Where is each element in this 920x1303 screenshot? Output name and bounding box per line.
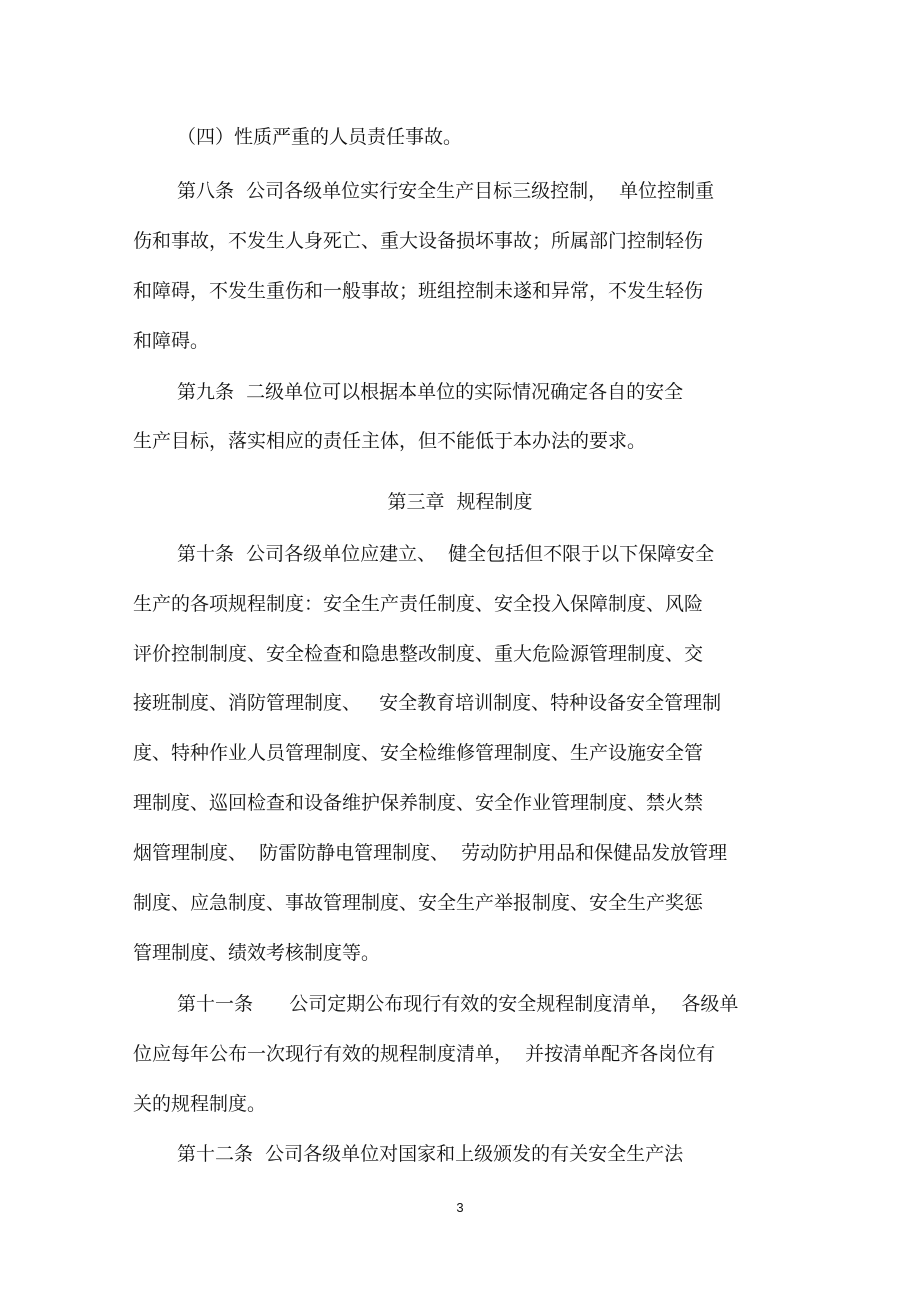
text-line: 位应每年公布一次现行有效的规程制度清单， 并按清单配齐各岗位有	[133, 1043, 716, 1065]
text-line: 和障碍。	[133, 330, 210, 352]
text-line: 生产的各项规程制度：安全生产责任制度、安全投入保障制度、风险	[133, 593, 704, 615]
text-line: 管理制度、绩效考核制度等。	[133, 942, 381, 964]
text-line: 第八条 公司各级单位实行安全生产目标三级控制， 单位控制重	[177, 180, 715, 202]
page-number: 3	[456, 1200, 464, 1215]
text-line: 制度、应急制度、事故管理制度、安全生产举报制度、安全生产奖惩	[133, 892, 704, 914]
text-line: 接班制度、消防管理制度、 安全教育培训制度、特种设备安全管理制	[133, 692, 722, 714]
text-line: 理制度、巡回检查和设备维护保养制度、安全作业管理制度、禁火禁	[133, 792, 704, 814]
text-line: 伤和事故，不发生人身死亡、重大设备损坏事故；所属部门控制轻伤	[133, 230, 704, 252]
text-line: 第十二条 公司各级单位对国家和上级颁发的有关安全生产法	[177, 1143, 684, 1165]
text-line: 关的规程制度。	[133, 1093, 267, 1115]
text-line: （四）性质严重的人员责任事故。	[177, 126, 463, 148]
text-line: 第十一条 公司定期公布现行有效的安全规程制度清单， 各级单	[177, 993, 739, 1015]
text-line: 评价控制制度、安全检查和隐患整改制度、重大危险源管理制度、交	[133, 643, 704, 665]
text-line: 和障碍，不发生重伤和一般事故；班组控制未遂和异常，不发生轻伤	[133, 280, 704, 302]
text-line: 度、特种作业人员管理制度、安全检维修管理制度、生产设施安全管	[133, 742, 704, 764]
text-line: 第九条 二级单位可以根据本单位的实际情况确定各自的安全	[177, 381, 684, 403]
chapter-heading: 第三章 规程制度	[387, 491, 533, 513]
text-line: 烟管理制度、 防雷防静电管理制度、 劳动防护用品和保健品发放管理	[133, 842, 728, 864]
text-line: 第十条 公司各级单位应建立、 健全包括但不限于以下保障安全	[177, 543, 715, 565]
text-line: 生产目标，落实相应的责任主体，但不能低于本办法的要求。	[133, 430, 647, 452]
